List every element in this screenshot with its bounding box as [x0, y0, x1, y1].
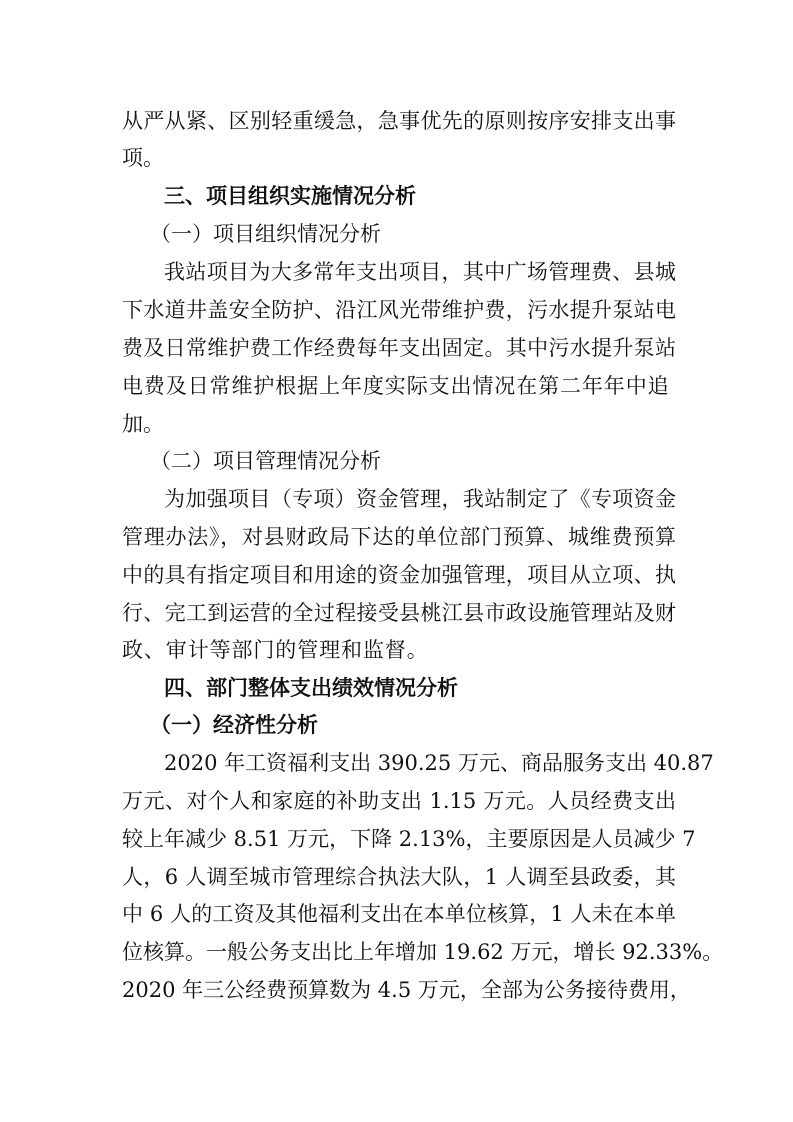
paragraph-line: 管理办法》，对县财政局下达的单位部门预算、城维费预算 [122, 525, 676, 549]
paragraph-line: 较上年减少 8.51 万元，下降 2.13%，主要原因是人员减少 7 [122, 827, 696, 851]
paragraph-line: 位核算。一般公务支出比上年增加 19.62 万元，增长 92.33%。 [122, 940, 724, 964]
paragraph-line: 2020 年工资福利支出 390.25 万元、商品服务支出 40.87 [164, 751, 714, 775]
paragraph-line: 中 6 人的工资及其他福利支出在本单位核算，1 人未在本单 [122, 902, 676, 926]
paragraph-line: 行、完工到运营的全过程接受县桃江县市政设施管理站及财 [122, 601, 676, 625]
paragraph-line: 项。 [122, 146, 164, 170]
paragraph-line: 人，6 人调至城市管理综合执法大队，1 人调至县政委，其 [122, 865, 676, 889]
paragraph-line: 为加强项目（专项）资金管理，我站制定了《专项资金 [164, 487, 676, 511]
subsection-heading: （一）经济性分析 [150, 713, 318, 737]
paragraph-line: 电费及日常维护根据上年度实际支出情况在第二年年中追 [122, 374, 670, 398]
paragraph-line: 政、审计等部门的管理和监督。 [122, 638, 429, 662]
paragraph-line: 我站项目为大多常年支出项目，其中广场管理费、县城 [164, 260, 676, 284]
paragraph-line: 2020 年三公经费预算数为 4.5 万元，全部为公务接待费用， [122, 978, 691, 1002]
paragraph-line: 加。 [122, 412, 164, 436]
paragraph-line: 从严从紧、区别轻重缓急，急事优先的原则按序安排支出事 [122, 109, 676, 133]
paragraph-line: 万元、对个人和家庭的补助支出 1.15 万元。人员经费支出 [122, 789, 676, 813]
section-heading: 三、项目组织实施情况分析 [164, 184, 416, 208]
paragraph-line: 费及日常维护费工作经费每年支出固定。其中污水提升泵站 [122, 336, 676, 360]
subsection-heading: （二）项目管理情况分析 [150, 449, 381, 473]
paragraph-line: 中的具有指定项目和用途的资金加强管理，项目从立项、执 [122, 563, 676, 587]
paragraph-line: 下水道井盖安全防护、沿江风光带维护费，污水提升泵站电 [122, 298, 676, 322]
section-heading: 四、部门整体支出绩效情况分析 [164, 676, 458, 700]
subsection-heading: （一）项目组织情况分析 [150, 222, 381, 246]
